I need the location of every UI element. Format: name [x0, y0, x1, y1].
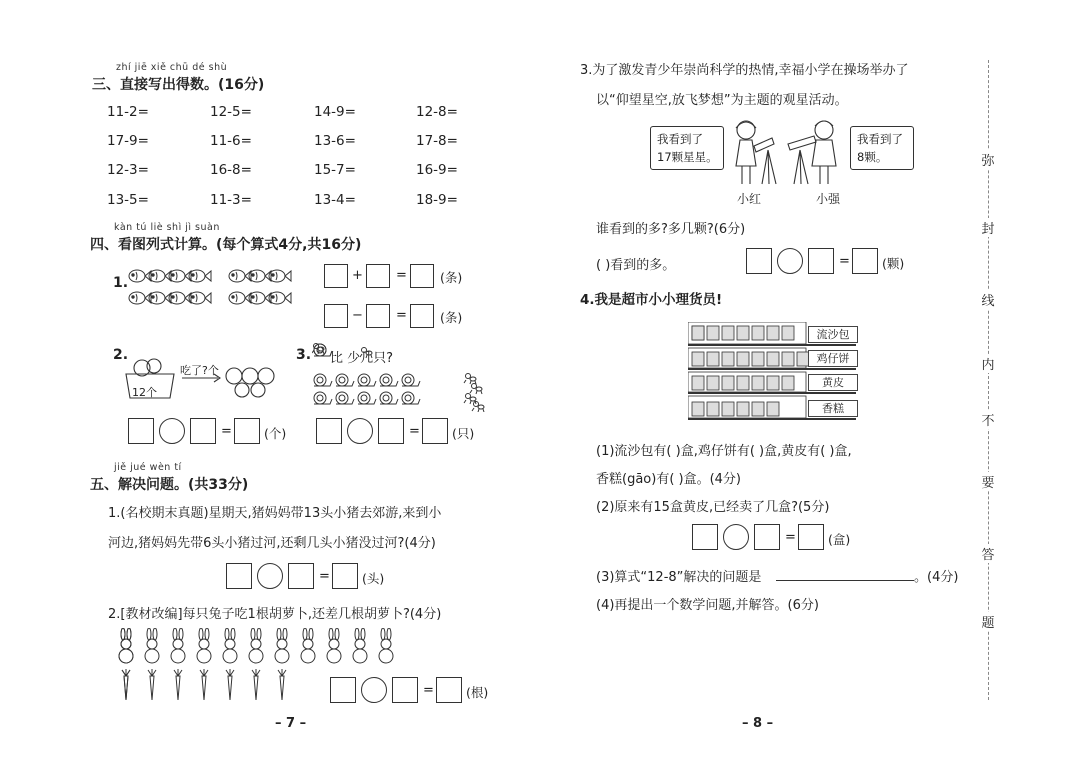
answer-box[interactable] — [808, 248, 834, 274]
arith-cell: 11-2= — [107, 104, 149, 120]
unit-label: (只) — [452, 426, 475, 441]
arith-cell: 13-6= — [314, 133, 356, 149]
shelf-label: 香糕 — [808, 400, 858, 417]
sec4-title: 四、看图列式计算。(每个算式4分,共16分) — [90, 237, 362, 253]
sec5-pinyin: jiě jué wèn tí — [114, 462, 182, 473]
answer-box[interactable] — [190, 418, 216, 444]
q4-p4: (4)再提出一个数学问题,并解答。(6分) — [596, 598, 819, 613]
answer-box[interactable] — [754, 524, 780, 550]
q3-number: 3. — [296, 347, 312, 363]
operator-circle[interactable] — [347, 418, 373, 444]
unit-label: (条) — [440, 310, 463, 325]
margin-char: 线 — [979, 290, 997, 309]
s5q1-line1: 1.(名校期末真题)星期天,猪妈妈带13头小猪去郊游,来到小 — [108, 506, 442, 521]
speech-bubble-left — [650, 126, 724, 170]
arith-cell: 13-5= — [107, 192, 149, 208]
q1-number: 1. — [113, 275, 129, 291]
q4-p1-line1: (1)流沙包有( )盒,鸡仔饼有( )盒,黄皮有( )盒, — [596, 444, 852, 459]
arith-cell: 11-6= — [210, 133, 252, 149]
q3-question: 谁看到的多?多几颗?(6分) — [596, 222, 746, 237]
unit-label: (根) — [466, 685, 489, 700]
sec5-title: 五、解决问题。(共33分) — [90, 477, 249, 493]
q3-line1: 3.为了激发青少年崇尚科学的热情,幸福小学在操场举办了 — [580, 63, 909, 78]
answer-box[interactable] — [746, 248, 772, 274]
margin-char: 答 — [979, 544, 997, 563]
margin-char: 题 — [979, 612, 997, 631]
arith-cell: 12-3= — [107, 162, 149, 178]
q3-answer-prefix: ( )看到的多。 — [596, 258, 676, 273]
operator-circle[interactable] — [777, 248, 803, 274]
page-number: – 8 – — [742, 716, 774, 731]
shelf-label: 鸡仔饼 — [808, 350, 858, 367]
q3-line2: 以“仰望星空,放飞梦想”为主题的观星活动。 — [596, 93, 848, 108]
unit-label: (颗) — [882, 256, 905, 271]
equals-sign: = — [409, 424, 420, 439]
sec4-pinyin: kàn tú liè shì jì suàn — [114, 222, 220, 233]
answer-box[interactable] — [436, 677, 462, 703]
answer-box[interactable] — [226, 563, 252, 589]
shelf-label: 黄皮 — [808, 374, 858, 391]
answer-box[interactable] — [366, 264, 390, 288]
margin-char: 要 — [979, 472, 997, 491]
arith-cell: 14-9= — [314, 104, 356, 120]
operator-circle[interactable] — [723, 524, 749, 550]
arith-cell: 17-8= — [416, 133, 458, 149]
answer-box[interactable] — [422, 418, 448, 444]
answer-box[interactable] — [692, 524, 718, 550]
equals-sign: = — [221, 424, 232, 439]
q4-p3-blank[interactable] — [776, 580, 914, 581]
unit-label: (盒) — [828, 532, 851, 547]
fish-illustration — [128, 268, 298, 324]
equals-sign: = — [785, 530, 796, 545]
answer-box[interactable] — [392, 677, 418, 703]
arith-cell: 17-9= — [107, 133, 149, 149]
s5q2-line1: 2.[教材改编]每只兔子吃1根胡萝卜,还差几根胡萝卜?(4分) — [108, 607, 442, 622]
q4-p1-line2: 香糕(gāo)有( )盒。(4分) — [596, 472, 742, 487]
arith-cell: 16-9= — [416, 162, 458, 178]
answer-box[interactable] — [316, 418, 342, 444]
answer-box[interactable] — [332, 563, 358, 589]
margin-char: 不 — [979, 410, 997, 429]
arith-cell: 15-7= — [314, 162, 356, 178]
answer-box[interactable] — [366, 304, 390, 328]
equals-sign: = — [839, 254, 850, 269]
operator-circle[interactable] — [361, 677, 387, 703]
answer-box[interactable] — [798, 524, 824, 550]
margin-char: 内 — [979, 354, 997, 373]
snail-ant-illustration — [312, 342, 492, 412]
sec3-pinyin: zhí jiē xiě chū dé shù — [116, 62, 228, 73]
name-right: 小强 — [816, 192, 841, 206]
kids-telescope-illustration — [724, 116, 848, 192]
equals-sign: = — [396, 308, 407, 323]
answer-box[interactable] — [288, 563, 314, 589]
page-number: – 7 – — [275, 716, 307, 731]
bubble-text: 17颗星星。 — [657, 150, 718, 164]
operator-circle[interactable] — [159, 418, 185, 444]
answer-box[interactable] — [324, 304, 348, 328]
operator-circle[interactable] — [257, 563, 283, 589]
bubble-text: 8颗。 — [857, 150, 888, 164]
answer-box[interactable] — [852, 248, 878, 274]
minus-sign: − — [352, 308, 363, 323]
arith-cell: 12-8= — [416, 104, 458, 120]
answer-box[interactable] — [324, 264, 348, 288]
basket-label: 12个 — [132, 386, 157, 399]
q4-title: 4.我是超市小小理货员! — [580, 292, 723, 308]
unit-label: (头) — [362, 571, 385, 586]
q4-p3-tail: 。(4分) — [914, 570, 959, 585]
bubble-text: 我看到了 — [857, 132, 903, 146]
shelf-label: 流沙包 — [808, 326, 858, 343]
q3-text: 比 少几只? — [330, 351, 394, 366]
margin-char: 弥 — [979, 150, 997, 169]
sec3-title: 三、直接写出得数。(16分) — [92, 77, 265, 93]
unit-label: (个) — [264, 426, 287, 441]
arith-cell: 18-9= — [416, 192, 458, 208]
bubble-text: 我看到了 — [657, 132, 703, 146]
q4-p3: (3)算式“12-8”解决的问题是 — [596, 570, 762, 585]
arith-cell: 11-3= — [210, 192, 252, 208]
answer-box[interactable] — [128, 418, 154, 444]
equals-sign: = — [319, 569, 330, 584]
supermarket-shelf — [688, 322, 856, 426]
answer-box[interactable] — [410, 264, 434, 288]
unit-label: (条) — [440, 270, 463, 285]
answer-box[interactable] — [410, 304, 434, 328]
equals-sign: = — [396, 268, 407, 283]
s5q1-line2: 河边,猪妈妈先带6头小猪过河,还剩几头小猪没过河?(4分) — [108, 536, 436, 551]
speech-bubble-right — [850, 126, 914, 170]
plus-sign: + — [352, 268, 363, 283]
margin-char: 封 — [979, 218, 997, 237]
arith-cell: 13-4= — [314, 192, 356, 208]
equals-sign: = — [423, 683, 434, 698]
arith-cell: 12-5= — [210, 104, 252, 120]
arith-cell: 16-8= — [210, 162, 252, 178]
q4-p2: (2)原来有15盒黄皮,已经卖了几盒?(5分) — [596, 500, 830, 515]
answer-box[interactable] — [234, 418, 260, 444]
eaten-label: 吃了?个 — [180, 364, 219, 377]
name-left: 小红 — [737, 192, 762, 206]
answer-box[interactable] — [378, 418, 404, 444]
answer-box[interactable] — [330, 677, 356, 703]
q2-number: 2. — [113, 347, 129, 363]
